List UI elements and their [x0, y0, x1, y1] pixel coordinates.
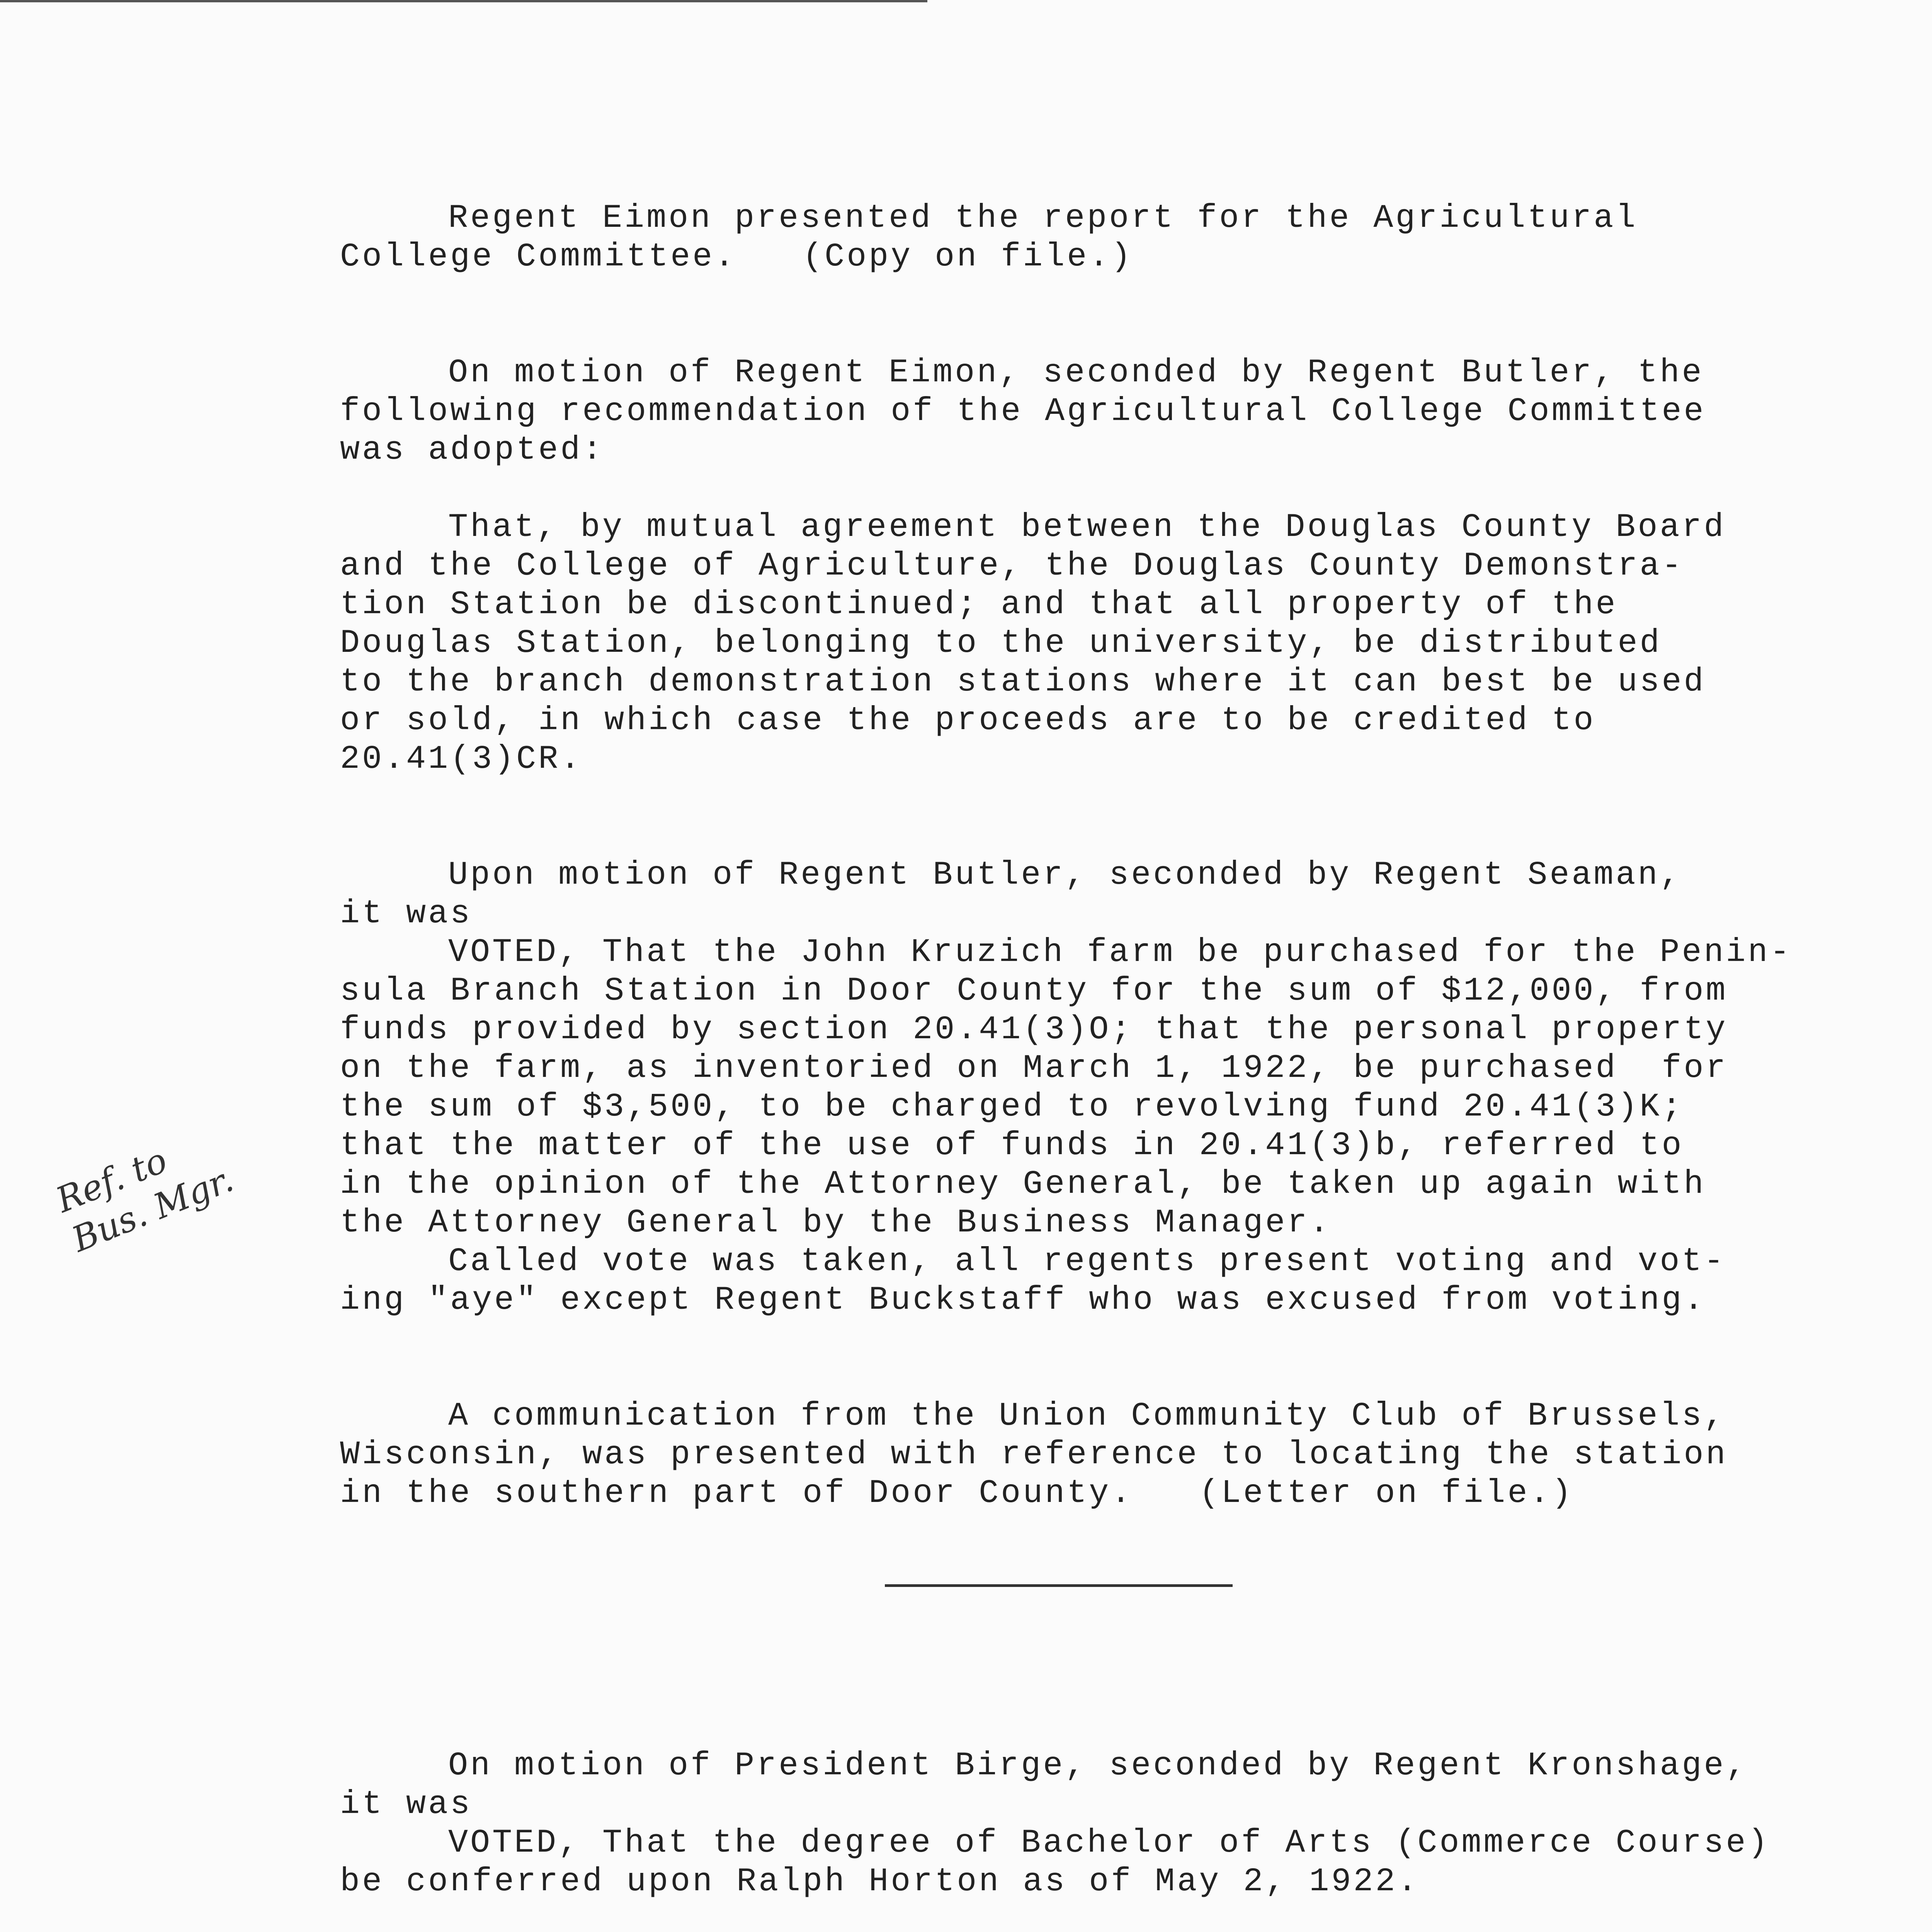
- para4-line1: Upon motion of Regent Butler, seconded by Regent Seaman,: [448, 856, 1682, 894]
- para4-line6: on the farm, as inventoried on March 1, 1922, be purchased for: [340, 1049, 1728, 1087]
- para2-line3: was adopted:: [340, 431, 605, 469]
- para3-line3: tion Station be discontinued; and that all property of the: [340, 586, 1618, 623]
- scan-edge-line: [0, 0, 927, 2]
- para1-line1: Regent Eimon presented the report for the Agricultural: [448, 199, 1638, 237]
- para4-line10: the Attorney General by the Business Manager.: [340, 1204, 1332, 1242]
- para4-line12: ing "aye" except Regent Buckstaff who was excused from voting.: [340, 1281, 1706, 1319]
- para1-line2: College Committee. (Copy on file.): [340, 238, 1133, 276]
- section-divider: [885, 1584, 1233, 1587]
- para5-line2: Wisconsin, was presented with reference to locating the station: [340, 1436, 1728, 1473]
- para3-line4: Douglas Station, belonging to the university, be distributed: [340, 624, 1662, 662]
- para6-line4: be conferred upon Ralph Horton as of May 2, 1922.: [340, 1863, 1420, 1900]
- para6-line1: On motion of President Birge, seconded by Regent Kronshage,: [448, 1747, 1748, 1784]
- para4-line3: VOTED, That the John Kruzich farm be purchased for the Penin-: [448, 934, 1792, 971]
- para6-line2: it was: [340, 1786, 473, 1823]
- para4-line9: in the opinion of the Attorney General, be taken up again with: [340, 1165, 1706, 1203]
- para4-line8: that the matter of the use of funds in 20.41(3)b, referred to: [340, 1127, 1684, 1164]
- para2-line2: following recommendation of the Agricultural College Committee: [340, 393, 1706, 430]
- para5-line3: in the southern part of Door County. (Letter on file.): [340, 1475, 1574, 1512]
- para2-line1: On motion of Regent Eimon, seconded by Regent Butler, the: [448, 354, 1704, 391]
- para4-line11: Called vote was taken, all regents present voting and vot-: [448, 1243, 1726, 1280]
- para4-line2: it was: [340, 895, 473, 932]
- para5-line1: A communication from the Union Community Club of Brussels,: [448, 1397, 1726, 1435]
- para4-line5: funds provided by section 20.41(3)O; that the personal property: [340, 1011, 1728, 1048]
- para3-line1: That, by mutual agreement between the Douglas County Board: [448, 509, 1726, 546]
- para3-line7: 20.41(3)CR.: [340, 740, 583, 778]
- para4-line7: the sum of $3,500, to be charged to revolving fund 20.41(3)K;: [340, 1088, 1684, 1126]
- para6-line3: VOTED, That the degree of Bachelor of Arts (Commerce Course): [448, 1824, 1770, 1862]
- handwritten-margin-note: Ref. to Bus. Mgr.: [50, 1139, 239, 1260]
- para3-line5: to the branch demonstration stations where it can best be used: [340, 663, 1706, 701]
- para4-line4: sula Branch Station in Door County for the sum of $12,000, from: [340, 972, 1728, 1010]
- para3-line2: and the College of Agriculture, the Douglas County Demonstra-: [340, 547, 1684, 585]
- para3-line6: or sold, in which case the proceeds are to be credited to: [340, 702, 1596, 739]
